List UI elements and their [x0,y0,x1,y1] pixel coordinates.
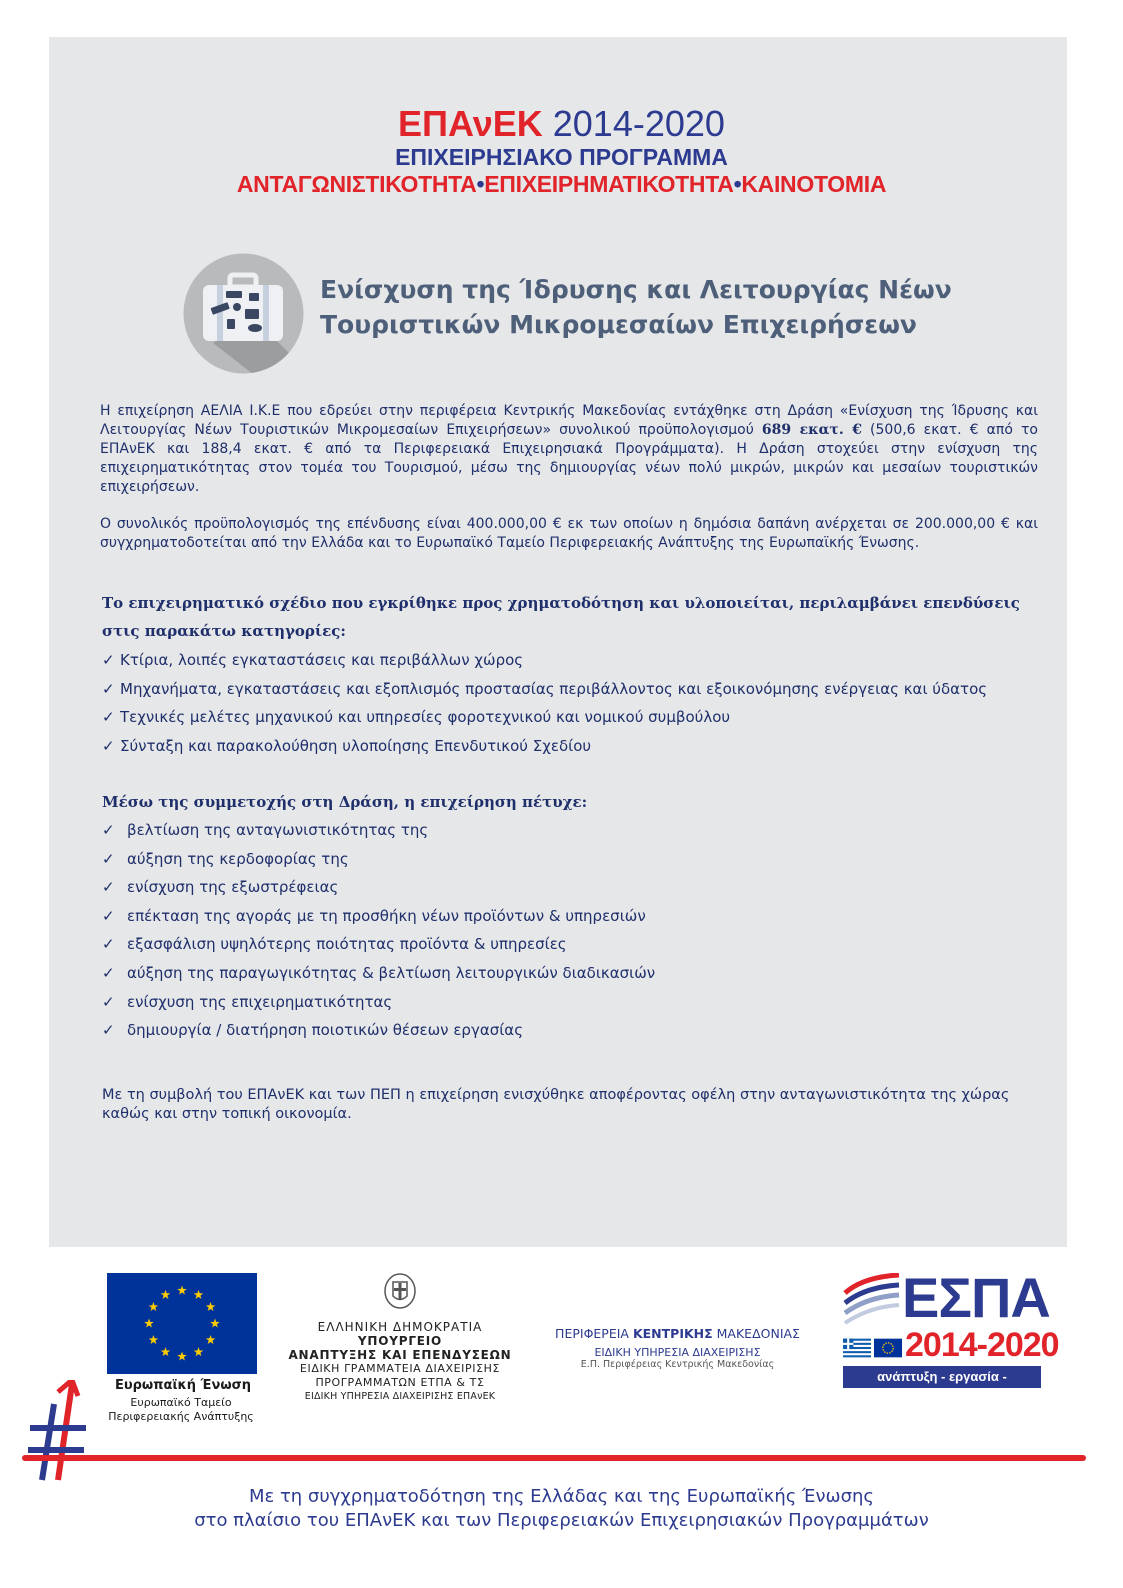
list-item [102,646,1032,675]
region-bold: ΚΕΝΤΡΙΚΗΣ [632,1326,713,1341]
check-icon: ✓ [102,651,115,669]
ministry-name: ΑΝΑΠΤΥΞΗΣ ΚΑΙ ΕΠΕΝΔΥΣΕΩΝ [288,1348,512,1362]
region-name [540,1326,815,1341]
list-item [102,816,1032,845]
list-item [102,930,1032,959]
action-title [320,272,1020,342]
eu-name: Ευρωπαϊκή Ένωση [114,1378,252,1393]
list-item-text: Μηχανήματα, εγκαταστάσεις και εξοπλισμός προστασίας περιβάλλοντος και εξοικονόμησης ενέργειας και ύδατος [120,679,988,698]
pillar-entrepreneurship: ΕΠΙΧΕΙΡΗΜΑΤΙΚΟΤΗΤΑ [484,171,734,197]
greek-republic: ΕΛΛΗΝΙΚΗ ΔΗΜΟΚΡΑΤΙΑ [317,1320,483,1334]
programme-type: ΕΠΙΧΕΙΡΗΣΙΑΚΟ ΠΡΟΓΡΑΜΜΑ [395,144,728,170]
check-icon: ✓ [102,963,115,982]
programme-pillars: ΑΝΤΑΓΩΝΙΣΤΙΚΟΤΗΤΑ•ΕΠΙΧΕΙΡΗΜΑΤΙΚΟΤΗΤΑ•ΚΑΙΝΟΤΟΜΙΑ [236,171,887,197]
eu-fund-line1: Ευρωπαϊκό Ταμείο [130,1396,232,1409]
check-icon: ✓ [102,878,115,897]
check-icon: ✓ [102,1021,115,1040]
secretariat-line2: ΠΡΟΓΡΑΜΜΑΤΩΝ ΕΤΠΑ & ΤΣ [315,1376,485,1389]
check-icon: ✓ [102,849,115,868]
list-item [102,873,1032,902]
list-item [102,703,1032,732]
results-list [102,816,1032,1045]
eu-fund [95,1396,267,1424]
greek-coat-of-arms-icon [383,1270,417,1310]
list-item [102,675,1032,704]
investments-heading-line2: στις παρακάτω κατηγορίες: [102,622,346,640]
check-icon: ✓ [102,736,115,755]
secretariat-line1: ΕΙΔΙΚΗ ΓΡΑΜΜΑΤΕΙΑ ΔΙΑΧΕΙΡΙΣΗΣ [299,1362,501,1375]
region-programme: Ε.Π. Περιφέρειας Κεντρικής Μακεδονίας [580,1359,775,1370]
list-item [102,732,1032,761]
list-item-text: ενίσχυση της επιχειρηματικότητας [127,992,393,1011]
check-icon: ✓ [102,679,115,698]
region-block [540,1326,815,1370]
ministry-line: ΥΠΟΥΡΓΕΙΟ [357,1334,443,1348]
eu-fund-line2: Περιφερειακής Ανάπτυξης [108,1410,254,1423]
list-item-text: εξασφάλιση υψηλότερης ποιότητας προϊόντα & υπηρεσίες [127,935,567,954]
check-icon: ✓ [102,935,115,954]
list-item-text: Σύνταξη και παρακολούθηση υλοποίησης Επενδυτικού Σχεδίου [120,736,592,755]
investments-heading-line1: Το επιχειρηματικό σχέδιο που εγκρίθηκε προς χρηματοδότηση και υλοποιείται, περιλαμβάνει επενδύσεις [102,594,1020,612]
investments-list [102,646,1032,760]
intro-text-part1: Η επιχείρηση ΑΕΛΙΑ Ι.Κ.Ε που εδρεύει στην περιφέρεια Κεντρικής Μακεδονίας εντάχθηκε στη Δράση «Ενίσχυση της Ίδρυσης και Λειτουργίας Νέων Τουριστικών Μικρομεσαίων Επιχειρήσεων» συνολικού προϋπολογισμού [100,403,1038,438]
region-authority: ΕΙΔΙΚΗ ΥΠΗΡΕΣΙΑ ΔΙΑΧΕΙΡΙΣΗΣ [594,1346,761,1359]
programme-acronym: ΕΠΑνΕΚ [398,103,543,144]
action-title-line2: Τουριστικών Μικρομεσαίων Επιχειρήσεων [320,310,917,339]
list-item [102,988,1032,1017]
greek-ministry-block [275,1270,525,1404]
greek-flag-icon [843,1338,871,1358]
check-icon: ✓ [102,821,115,839]
hashtag-arrow-icon [28,1380,92,1484]
intro-paragraph [100,402,1038,497]
espa-name: ΕΣΠΑ [902,1266,1050,1329]
espa-years: 2014-2020 [905,1326,1059,1364]
list-item [102,959,1032,988]
list-item-text: Τεχνικές μελέτες μηχανικού και υπηρεσίες φοροτεχνικού και νομικού συμβούλου [120,708,731,727]
closing-paragraph: Με τη συμβολή του ΕΠΑνΕΚ και των ΠΕΠ η επιχείρηση ενισχύθηκε αποφέροντας οφέλη στην ανταγωνιστικότητα της χώρας καθώς και στην τοπική οικονομία. [102,1087,1010,1122]
list-item [102,902,1032,931]
espa-slogan: ανάπτυξη - εργασία - αλληλεγγύη [843,1366,1041,1388]
list-item-text: ενίσχυση της εξωστρέφειας [127,878,339,897]
region-suffix: ΜΑΚΕΔΟΝΙΑΣ [712,1326,800,1341]
cofund-line2: στο πλαίσιο του ΕΠΑνΕΚ και των Περιφερειακών Επιχειρησιακών Προγραμμάτων [194,1510,929,1531]
programme-title [0,102,1123,146]
action-title-line1: Ενίσχυση της Ίδρυσης και Λειτουργίας Νέων [320,275,952,304]
budget-paragraph: Ο συνολικός προϋπολογισμός της επένδυσης είναι 400.000,00 € εκ των οποίων η δημόσια δαπάνη ανέρχεται σε 200.000,00 € και συγχρηματοδοτείται από την Ελλάδα και το Ευρωπαϊκό Ταμείο Περιφερειακής Ανάπτυξης της Ευρωπαϊκής Ένωσης. [100,516,1038,551]
managing-authority: ΕΙΔΙΚΗ ΥΠΗΡΕΣΙΑ ΔΙΑΧΕΙΡΙΣΗΣ ΕΠΑνΕΚ [304,1391,496,1402]
list-item-text: αύξηση της κερδοφορίας της [127,849,349,868]
list-item-text: επέκταση της αγοράς με τη προσθήκη νέων προϊόντων & υπηρεσιών [127,906,646,925]
check-icon: ✓ [102,906,115,925]
intro-budget: 689 εκατ. € [761,422,862,438]
suitcase-icon [183,253,304,374]
list-item-text: δημιουργία / διατήρηση ποιοτικών θέσεων εργασίας [127,1021,523,1040]
eu-small-flag-icon [874,1338,902,1358]
espa-logo-icon [843,1273,903,1325]
pillar-innovation: ΚΑΙΝΟΤΟΜΙΑ [741,171,887,197]
eu-flag-icon [107,1273,257,1374]
bottom-divider [22,1455,1086,1461]
list-item [102,1016,1032,1045]
pillar-competitiveness: ΑΝΤΑΓΩΝΙΣΤΙΚΟΤΗΤΑ [236,171,477,197]
intro-text-part2: (500,6 εκατ. € από το ΕΠΑνΕΚ και 188,4 εκατ. € από τα Περιφερειακά Επιχειρησιακά Προγράμματα). Η Δράση στοχεύει στην ενίσχυση της επιχειρηματικότητας στον τομέα του Τουρισμού, μέσω της δημιουργίας νέων πολύ μικρών, μικρών και μεσαίων τουριστικών επιχειρήσεων. [100,422,1038,495]
programme-years: 2014-2020 [552,103,725,144]
region-prefix: ΠΕΡΙΦΕΡΕΙΑ [555,1326,633,1341]
list-item-text: βελτίωση της ανταγωνιστικότητας της [127,821,429,839]
check-icon: ✓ [102,708,115,727]
investments-heading [102,589,1032,645]
results-heading: Μέσω της συμμετοχής στη Δράση, η επιχείρηση πέτυχε: [102,793,588,811]
list-item-text: αύξηση της παραγωγικότητας & βελτίωση λειτουργικών διαδικασιών [127,963,656,982]
list-item-text: Κτίρια, λοιπές εγκαταστάσεις και περιβάλλων χώρος [120,651,524,669]
list-item [102,845,1032,874]
check-icon: ✓ [102,992,115,1011]
cofund-line1: Με τη συγχρηματοδότηση της Ελλάδας και της Ευρωπαϊκής Ένωσης [248,1486,874,1507]
